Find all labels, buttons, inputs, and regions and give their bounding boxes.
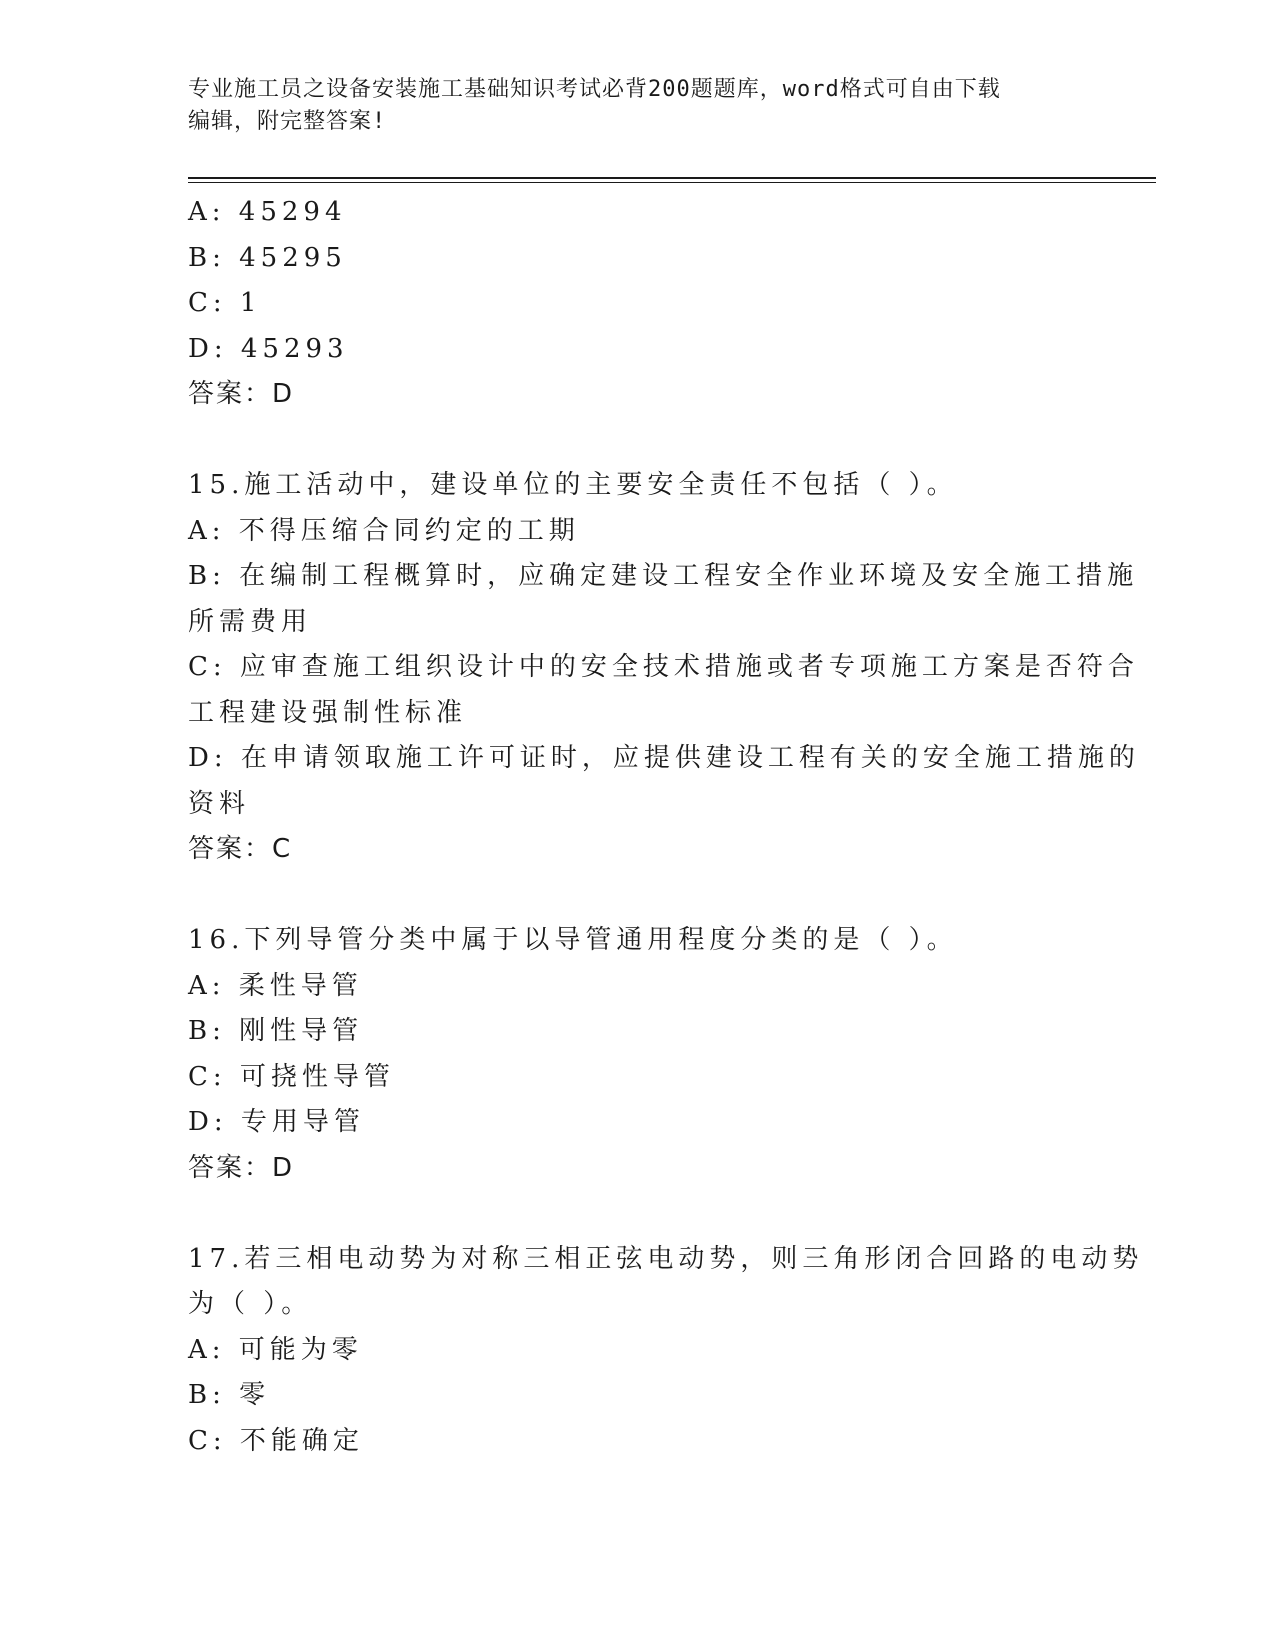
option-d: D: 45293 [188,333,349,364]
option-a: A: 可能为零 [188,1334,363,1365]
spacer [188,418,1088,464]
option-c: C: 不能确定 [188,1425,364,1456]
header-line-1: 专业施工员之设备安装施工基础知识考试必背200题题库，word格式可自由下载 [188,77,1001,102]
option-c: C: 1 [188,288,262,318]
option-a: A: 45294 [188,197,347,227]
option-c: C: 可挠性导管 [188,1061,395,1092]
question-17 [188,1237,1144,1465]
option-b: B: 在编制工程概算时，应确定建设工程安全作业环境及安全施工措施 [188,561,1139,591]
spacer [188,1191,1088,1237]
option-d-continued: 资料 [188,788,251,819]
header-rule-thick [188,177,1156,179]
option-c: C: 应审查施工组织设计中的安全技术措施或者专项施工方案是否符合 [188,652,1139,682]
answer: 答案：D [188,379,295,409]
option-a: A: 柔性导管 [188,970,363,1001]
question-14-tail [188,190,1088,418]
answer: 答案：C [188,834,293,864]
option-b: B: 45295 [188,242,347,273]
document-header [188,74,1088,138]
question-stem: 17.若三相电动势为对称三相正弦电动势，则三角形闭合回路的电动势 [188,1243,1144,1274]
option-b-continued: 所需费用 [188,606,313,637]
option-b: B: 零 [188,1380,271,1410]
option-d: D: 专用导管 [188,1107,365,1137]
question-list [188,190,1144,1464]
spacer [188,873,1088,919]
option-b: B: 刚性导管 [188,1016,364,1046]
answer: 答案：D [188,1152,295,1183]
question-stem: 15.施工活动中，建设单位的主要安全责任不包括（ ）。 [188,470,958,500]
question-stem-continued: 为（ ）。 [188,1289,313,1319]
header-line-2: 编辑，附完整答案! [188,109,387,134]
question-15 [188,463,1140,873]
question-stem: 16.下列导管分类中属于以导管通用程度分类的是（ ）。 [188,925,958,955]
question-16 [188,918,1088,1191]
option-d: D: 在申请领取施工许可证时，应提供建设工程有关的安全施工措施的 [188,743,1140,773]
option-c-continued: 工程建设强制性标准 [188,697,468,728]
option-a: A: 不得压缩合同约定的工期 [188,515,580,546]
header-rule-thin [188,182,1156,183]
